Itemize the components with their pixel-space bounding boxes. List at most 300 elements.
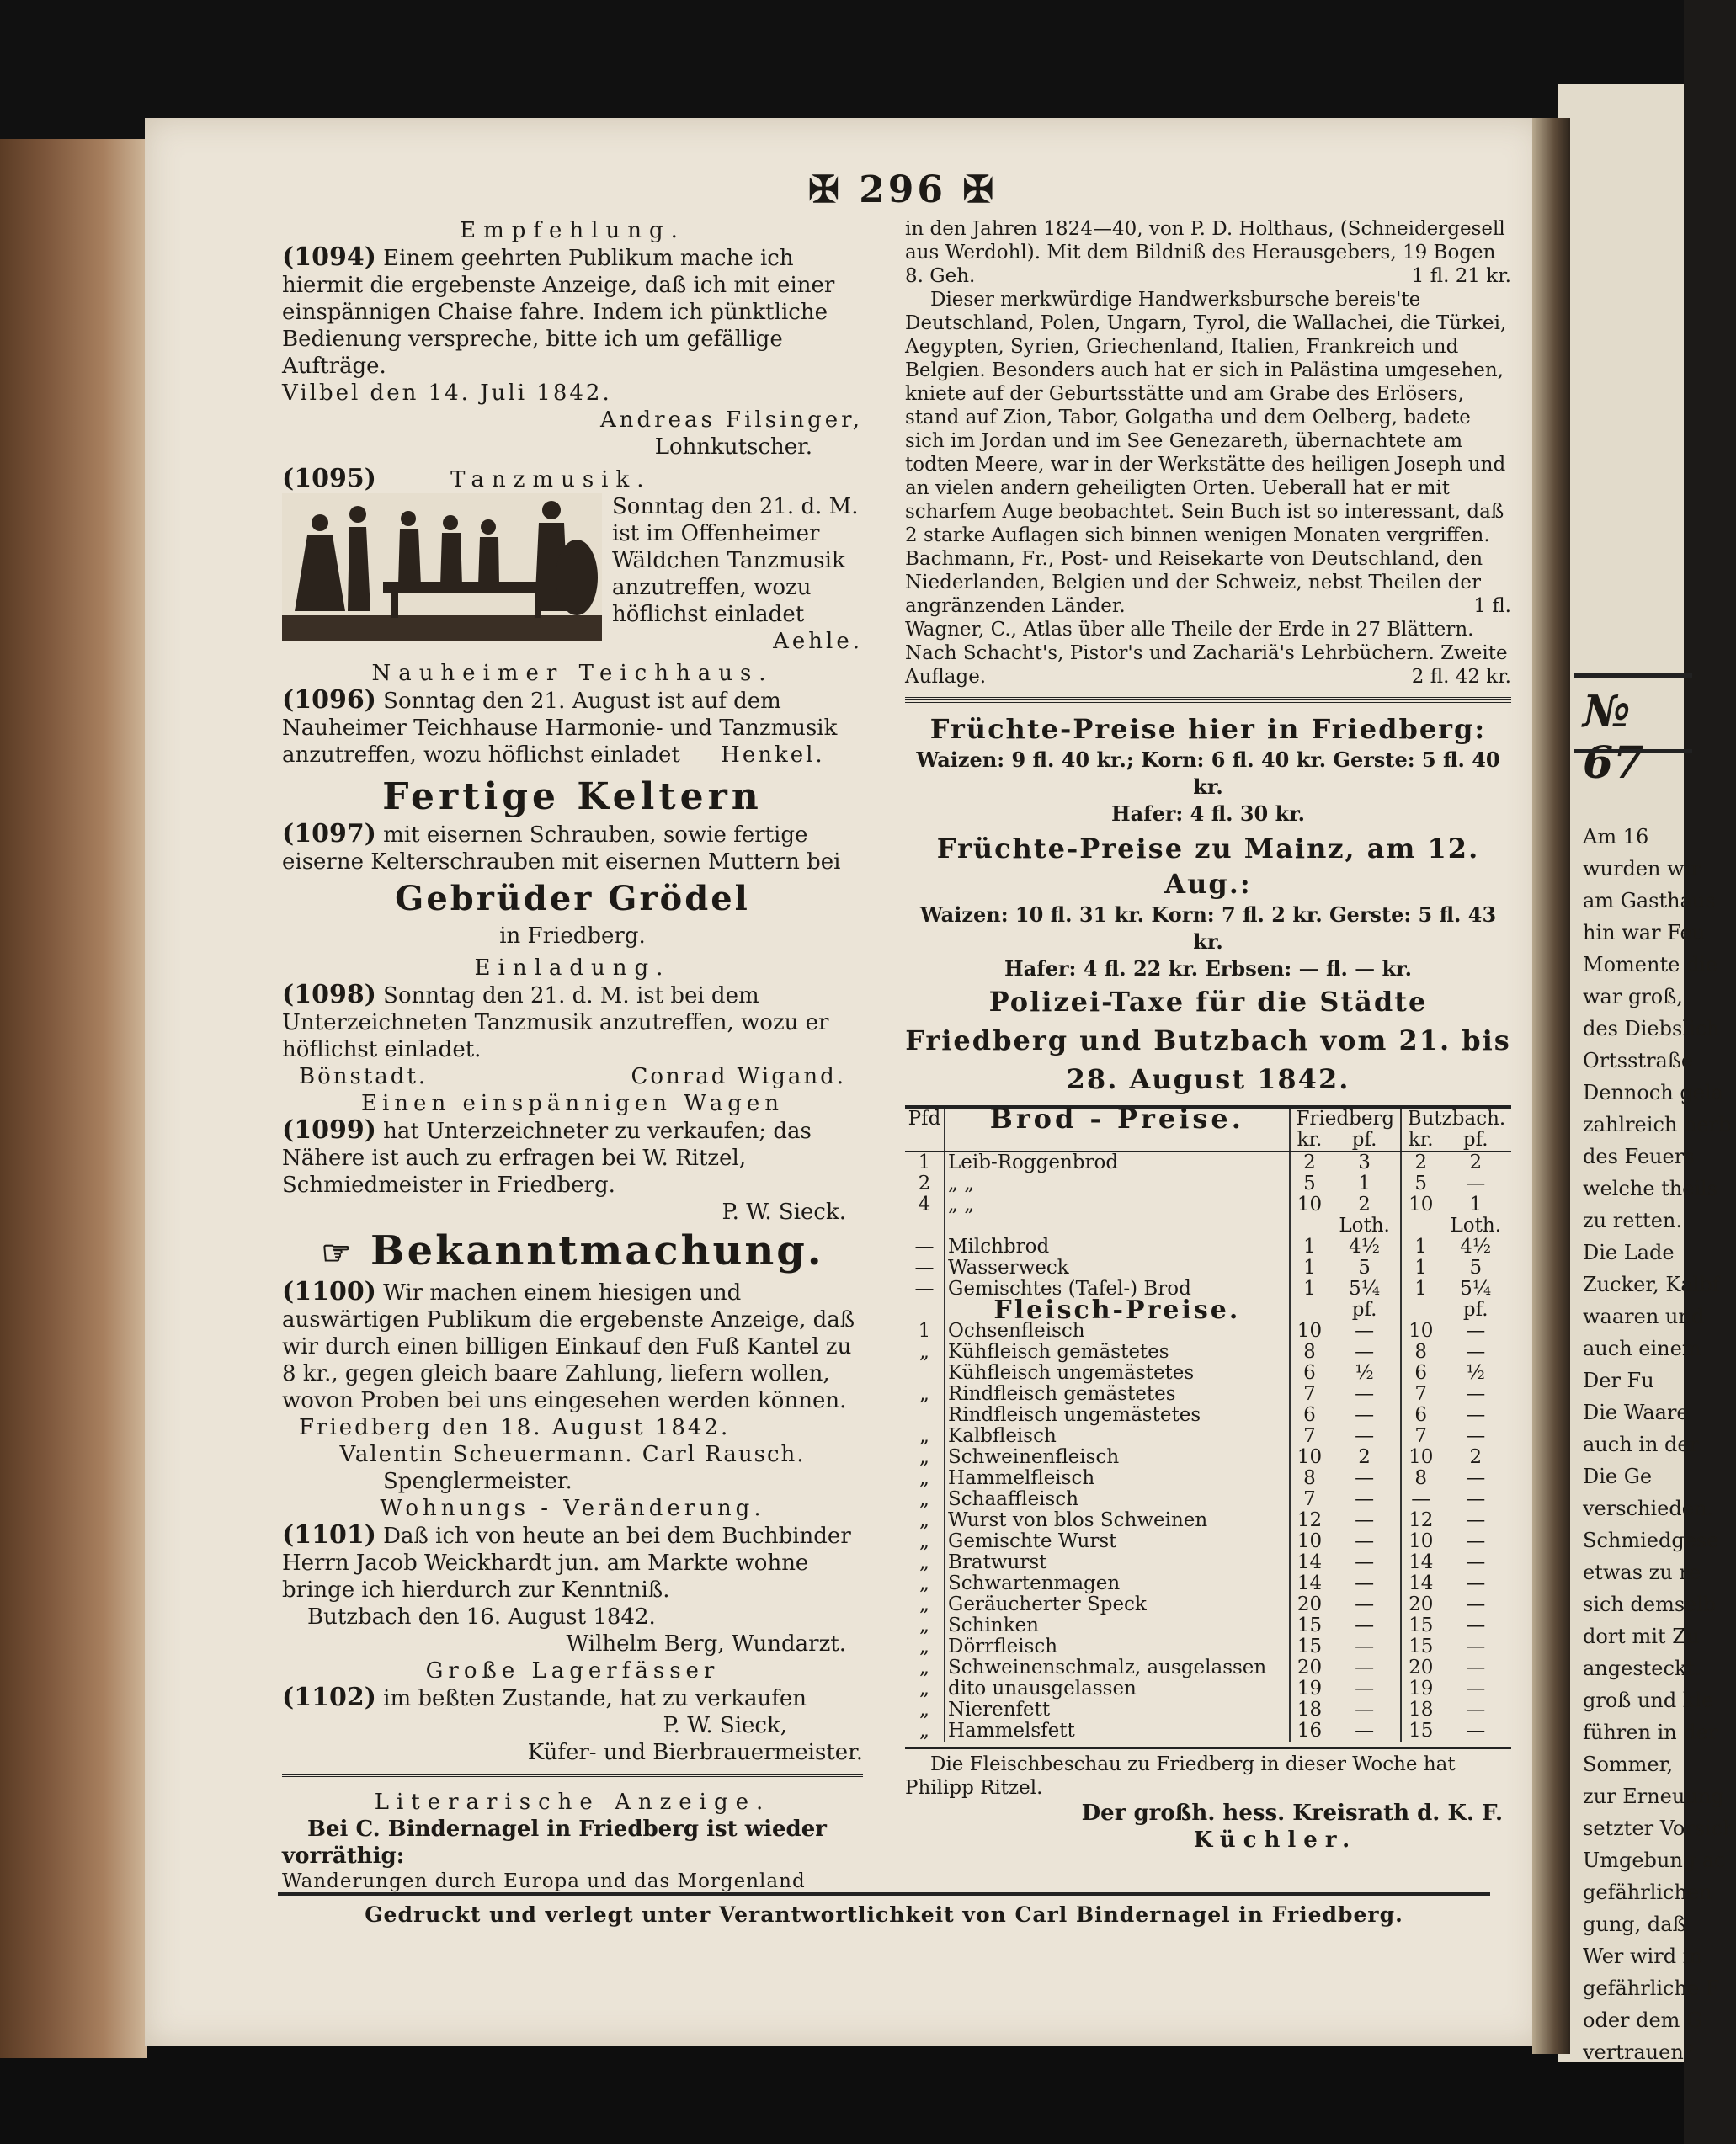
table-row: [905, 1657, 1511, 1678]
next-page-line: des Diebslich: [1583, 1017, 1720, 1040]
cell-butzbach-pf: —: [1466, 1572, 1486, 1594]
next-page-line: am Gasthaus: [1583, 889, 1716, 912]
fruits-mainz-line2: Hafer: 4 fl. 22 kr. Erbsen: — fl. — kr.: [1004, 956, 1412, 981]
table-row: [905, 1510, 1511, 1531]
cell-pfd: „: [919, 1593, 929, 1615]
book-review: Dieser merkwürdige Handwerksbursche bereis'te Deutschland, Polen, Ungarn, Tyrol, die Wallachei, die Türkei, Aegypten, Syrien, Griechenland, Italien, Frankreich und Belgien. Besonders auch hat er sich in Palästina umgesehen, kniete auf der Geburtsstätte und am Grabe des Erlösers, stand auf Zion, Tabor, Golgatha und dem Oelberg, badete sich im Jordan und im See Genezareth, übernachtete am todten Meere, war in der Werkstätte des heiligen Joseph und an vielen andern geheiligten Orten. Ueberall hat er mit scharfem Auge beobachtet. Sein Buch ist so interessant, daß 2 starke Auflagen sich binnen wenigen Monaten vergriffen.: [905, 289, 1507, 546]
cell-name: Gemischtes (Tafel-) Brod: [945, 1279, 1290, 1300]
cell-pfd: 1: [918, 1152, 931, 1173]
next-page-line: zu retten.: [1583, 1209, 1682, 1232]
cell-name: Hammelfleisch: [945, 1468, 1290, 1489]
inspection-note: Die Fleischbeschau zu Friedberg in dieser Woche hat Philipp Ritzel.: [905, 1753, 1456, 1799]
cell-butzbach-kr: 10: [1401, 1531, 1440, 1552]
cell-pfd: „: [919, 1509, 929, 1531]
cell-pfd: [905, 1216, 945, 1237]
cell-butzbach-pf: 5: [1469, 1257, 1483, 1279]
cell-pfd: „: [919, 1383, 929, 1405]
cell-butzbach-pf: 4½: [1460, 1236, 1492, 1258]
ad-1096-body: (1096) Sonntag den 21. August ist auf dem Nauheimer Teichhause Harmonie- und Tanzmusik anzutreffen, wozu höflichst einladet Henkel.: [282, 685, 838, 768]
cell-name: Wasserweck: [945, 1258, 1290, 1279]
cell-pfd: „: [919, 1488, 929, 1510]
cell-name: Gemischte Wurst: [945, 1531, 1290, 1552]
cell-butzbach-pf: —: [1466, 1341, 1486, 1363]
cell-name: Kühfleisch ungemästetes: [945, 1363, 1290, 1384]
cell-butzbach-pf: —: [1466, 1720, 1486, 1742]
table-row: [905, 1300, 1511, 1321]
book-continuation: in den Jahren 1824—40, von P. D. Holthaus, (Schneidergesell aus Werdohl). Mit dem Bildniß des Herausgebers, 19 Bogen 8. Geh. 1 fl. 21 kr.: [905, 218, 1511, 287]
ad-1097-firm: Gebrüder Grödel: [395, 879, 750, 918]
cell-butzbach-kr: 8: [1401, 1342, 1440, 1363]
next-page-line: Zucker, Kalbf: [1583, 1273, 1720, 1296]
ad-1098-title: Einladung.: [474, 955, 671, 981]
cell-butzbach-kr: 10: [1401, 1321, 1440, 1342]
cell-butzbach-pf: 2: [1469, 1152, 1483, 1173]
cell-friedberg-pf: —: [1355, 1657, 1375, 1678]
ad-1094-place: Vilbel den 14. Juli 1842.: [282, 380, 612, 406]
fruits-mainz-line1: Waizen: 10 fl. 31 kr. Korn: 7 fl. 2 kr. Gerste: 5 fl. 43 kr.: [919, 902, 1497, 954]
table-row: [905, 1573, 1511, 1594]
cell-butzbach-kr: [1401, 1216, 1440, 1237]
cell-butzbach-pf: —: [1466, 1678, 1486, 1700]
next-page-line: zur Erneuung: [1583, 1785, 1724, 1808]
imprint-footer: Gedruckt und verlegt unter Verantwortlichkeit von Carl Bindernagel in Friedberg.: [278, 1892, 1490, 1927]
next-page-line: Die Lade: [1583, 1241, 1675, 1264]
table-row: [905, 1636, 1511, 1657]
meat-pf-butzbach: pf.: [1462, 1299, 1488, 1321]
table-row: [905, 1531, 1511, 1552]
cell-friedberg-pf: —: [1355, 1615, 1375, 1636]
literary-title: Literarische Anzeige.: [374, 1790, 771, 1815]
cell-name: dito unausgelassen: [945, 1678, 1290, 1700]
table-row: [905, 1552, 1511, 1573]
cell-friedberg-kr: 8: [1290, 1342, 1329, 1363]
wagner-entry: Wagner, C., Atlas über alle Theile der Erde in 27 Blättern. Nach Schacht's, Pistor's und Zachariä's Lehrbüchern. Zweite Auflage. 2 fl. 42 kr.: [905, 619, 1511, 688]
ad-1098-body: (1098) Sonntag den 21. d. M. ist bei dem Unterzeichneten Tanzmusik anzutreffen, wozu er höflichst einladet.: [282, 980, 829, 1062]
cell-butzbach-pf: —: [1466, 1425, 1486, 1447]
ad-1095-text: Sonntag den 21. d. M. ist im Offenheimer Wäldchen Tanzmusik anzutreffen, wozu höflichst einladet: [612, 494, 859, 627]
divider: [282, 1774, 863, 1780]
ornament-icon: ✠: [946, 168, 998, 211]
ad-1101-sig: Wilhelm Berg, Wundarzt.: [566, 1631, 846, 1657]
table-row: [905, 1678, 1511, 1700]
cell-friedberg-kr: 5: [1290, 1173, 1329, 1194]
next-page-line: gefährliche F: [1583, 1976, 1720, 2000]
table-row: [905, 1173, 1511, 1194]
cell-friedberg-kr: 1: [1290, 1237, 1329, 1258]
cell-friedberg-kr: 15: [1290, 1636, 1329, 1657]
cell-butzbach-pf: —: [1466, 1173, 1486, 1194]
cell-friedberg-pf: —: [1355, 1467, 1375, 1489]
cell-butzbach-kr: 12: [1401, 1510, 1440, 1531]
cell-butzbach-kr: 7: [1401, 1384, 1440, 1405]
next-page-line: Momente die: [1583, 953, 1718, 976]
bachmann-entry: Bachmann, Fr., Post- und Reisekarte von Deutschland, den Niederlanden, Belgien und der Schweiz, nebst Theilen der angränzenden Länder. 1 fl.: [905, 548, 1511, 617]
table-row: [905, 1615, 1511, 1636]
cell-butzbach-pf: —: [1466, 1383, 1486, 1405]
cell-friedberg-kr: 7: [1290, 1426, 1329, 1447]
cell-friedberg-kr: 14: [1290, 1552, 1329, 1573]
cell-pfd: „: [919, 1678, 929, 1700]
meat-rows: [905, 1321, 1511, 1742]
next-page-line: des Feuers: [1583, 1145, 1695, 1168]
cell-friedberg-kr: 6: [1290, 1363, 1329, 1384]
fruits-friedberg-line1: Waizen: 9 fl. 40 kr.; Korn: 6 fl. 40 kr. Gerste: 5 fl. 40 kr.: [916, 747, 1500, 799]
next-page-line: Die Ge: [1583, 1465, 1653, 1488]
next-page-line: Schmiedgese: [1583, 1529, 1719, 1552]
col-friedberg-pf: pf.: [1329, 1130, 1401, 1152]
table-row: [905, 1342, 1511, 1363]
cell-friedberg-pf: 5: [1358, 1257, 1371, 1279]
table-header-row: [905, 1109, 1511, 1130]
cell-name: Schwartenmagen: [945, 1573, 1290, 1594]
next-page-line: angesteckt.: [1583, 1657, 1701, 1680]
book-edge-left: [0, 139, 147, 2058]
cell-butzbach-kr: 10: [1401, 1194, 1440, 1216]
cell-friedberg-kr: 14: [1290, 1573, 1329, 1594]
next-page-line: führen in der: [1583, 1721, 1718, 1744]
ad-1095-head: (1095) Tanzmusik.: [282, 464, 652, 493]
cell-pfd: „: [919, 1341, 929, 1363]
ad-1100-sig1: Valentin Scheuermann. Carl Rausch.: [339, 1442, 806, 1467]
cell-name: Schaaffleisch: [945, 1489, 1290, 1510]
cell-friedberg-pf: ½: [1355, 1362, 1374, 1384]
next-page-line: auch in der: [1583, 1433, 1700, 1456]
cell-friedberg-pf: —: [1355, 1636, 1375, 1657]
cell-friedberg-kr: 1: [1290, 1279, 1329, 1300]
cell-friedberg-pf: 5¼: [1349, 1278, 1381, 1300]
official-name: Küchler.: [1193, 1827, 1358, 1853]
cell-pfd: „: [919, 1530, 929, 1552]
cell-friedberg-pf: 3: [1358, 1152, 1371, 1173]
cell-friedberg-kr: 7: [1290, 1384, 1329, 1405]
cell-friedberg-pf: —: [1355, 1530, 1375, 1552]
fruits-mainz-title: Früchte-Preise zu Mainz, am 12. Aug.:: [936, 833, 1480, 900]
cell-name: Rindfleisch ungemästetes: [945, 1405, 1290, 1426]
table-row: [905, 1721, 1511, 1742]
cell-pfd: [905, 1405, 945, 1426]
scan-bottom-background: [0, 2037, 1684, 2144]
cell-pfd: „: [919, 1572, 929, 1594]
ad-1100-body: (1100) Wir machen einem hiesigen und auswärtigen Publikum die ergebenste Anzeige, daß wir durch einen billigen Einkauf den Fuß Kantel zu 8 kr., gegen gleich baare Zahlung, liefern wollen, wovon Proben bei uns eingesehen werden können.: [282, 1277, 855, 1413]
next-page-rule: [1574, 673, 1692, 678]
table-row: [905, 1363, 1511, 1384]
next-page-line: war groß,: [1583, 985, 1683, 1008]
cell-butzbach-pf: —: [1466, 1615, 1486, 1636]
price-table-wrap: [905, 1105, 1511, 1742]
cell-pfd: —: [914, 1278, 935, 1300]
meat-pf-friedberg: pf.: [1351, 1299, 1377, 1321]
ad-1094-body: (1094) Einem geehrten Publikum mache ich hiermit die ergebenste Anzeige, daß ich mit einer einspännigen Chaise fahre. Indem ich pünktliche Bedienung verspreche, bitte ich um gefällige Aufträge.: [282, 242, 835, 379]
fruits-friedberg-line2: Hafer: 4 fl. 30 kr.: [1110, 801, 1306, 826]
fruits-friedberg-title: Früchte-Preise hier in Friedberg:: [929, 713, 1487, 745]
cell-butzbach-kr: 1: [1401, 1237, 1440, 1258]
cell-pfd: 4: [918, 1194, 931, 1216]
meat-title: Fleisch-Preise.: [945, 1300, 1290, 1321]
cell-pfd: „: [919, 1425, 929, 1447]
cell-name: Schweinenfleisch: [945, 1447, 1290, 1468]
next-page-line: Die Waare: [1583, 1401, 1689, 1424]
next-page-line: hin war Feu: [1583, 921, 1706, 944]
cell-pfd: —: [914, 1236, 935, 1258]
table-row: [905, 1594, 1511, 1615]
cell-friedberg-pf: —: [1355, 1699, 1375, 1721]
cell-butzbach-pf: 5¼: [1460, 1278, 1492, 1300]
cell-friedberg-kr: 7: [1290, 1489, 1329, 1510]
next-page-line: Dennoch gela: [1583, 1081, 1723, 1104]
next-page-line: Der Fu: [1583, 1369, 1654, 1392]
dance-woodcut-image: [282, 493, 602, 641]
cell-friedberg-kr: 10: [1290, 1447, 1329, 1468]
cell-name: Schinken: [945, 1615, 1290, 1636]
cell-butzbach-kr: 20: [1401, 1594, 1440, 1615]
ad-1095-sig: Aehle.: [773, 629, 863, 654]
cell-friedberg-kr: 20: [1290, 1594, 1329, 1615]
ad-1100-title: ☞ Bekanntmachung.: [321, 1227, 824, 1274]
cell-name: Rindfleisch gemästetes: [945, 1384, 1290, 1405]
ad-1095-body: [282, 493, 863, 655]
cell-friedberg-pf: —: [1355, 1488, 1375, 1510]
cell-pfd: „: [919, 1636, 929, 1657]
price-table: [905, 1103, 1511, 1742]
ornament-icon: ✠: [808, 168, 860, 211]
cell-pfd: „: [919, 1467, 929, 1489]
police-title: Polizei-Taxe für die Städte Friedberg und Butzbach vom 21. bis 28. August 1842.: [905, 986, 1511, 1095]
cell-butzbach-kr: 20: [1401, 1657, 1440, 1678]
col-brod: Brod - Preise.: [945, 1109, 1290, 1152]
cell-name: Geräucherter Speck: [945, 1594, 1290, 1615]
table-row: [905, 1384, 1511, 1405]
ad-1099-title: Einen einspännigen Wagen: [361, 1091, 784, 1116]
cell-pfd: —: [914, 1257, 935, 1279]
cell-friedberg-kr: 1: [1290, 1258, 1329, 1279]
ad-1102-sig1: P. W. Sieck,: [663, 1713, 787, 1738]
cell-butzbach-kr: 14: [1401, 1573, 1440, 1594]
col-pfd: Pfd: [905, 1109, 945, 1152]
table-row: [905, 1447, 1511, 1468]
ad-1100-place: Friedberg den 18. August 1842.: [299, 1415, 731, 1440]
cell-butzbach-kr: 15: [1401, 1636, 1440, 1657]
cell-butzbach-kr: 2: [1401, 1152, 1440, 1173]
cell-name: Schweinenschmalz, ausgelassen: [945, 1657, 1290, 1678]
cell-friedberg-kr: 8: [1290, 1468, 1329, 1489]
cell-friedberg-kr: 12: [1290, 1510, 1329, 1531]
cell-butzbach-kr: —: [1401, 1489, 1440, 1510]
right-column: [905, 217, 1511, 1854]
cell-butzbach-kr: 1: [1401, 1258, 1440, 1279]
ad-1097-body: (1097) mit eisernen Schrauben, sowie fertige eiserne Kelterschrauben mit eisernen Muttern bei: [282, 819, 841, 875]
next-page-header: № 67: [1583, 686, 1644, 789]
cell-friedberg-kr: 16: [1290, 1721, 1329, 1742]
cell-pfd: „: [919, 1446, 929, 1468]
cell-friedberg-pf: —: [1355, 1320, 1375, 1342]
ad-1102-body: (1102) im beßten Zustande, hat zu verkaufen: [282, 1683, 807, 1712]
next-page-line: dort mit Zu: [1583, 1625, 1700, 1648]
cell-friedberg-kr: 10: [1290, 1194, 1329, 1216]
book-gutter: [1532, 118, 1570, 2054]
literary-book: Wanderungen durch Europa und das Morgenland: [282, 1870, 806, 1892]
cell-friedberg-pf: —: [1355, 1425, 1375, 1447]
next-page-line: Sommer,: [1583, 1753, 1674, 1776]
cell-butzbach-pf: —: [1466, 1404, 1486, 1426]
left-column: [282, 217, 863, 1893]
cell-butzbach-pf: —: [1466, 1593, 1486, 1615]
cell-butzbach-pf: —: [1466, 1551, 1486, 1573]
cell-butzbach-pf: 2: [1469, 1446, 1483, 1468]
cell-pfd: „: [919, 1551, 929, 1573]
cell-name: Dörrfleisch: [945, 1636, 1290, 1657]
cell-name: [945, 1216, 1290, 1237]
cell-friedberg-pf: —: [1355, 1720, 1375, 1742]
ad-1094-sig: Andreas Filsinger,: [599, 407, 863, 433]
cell-friedberg-pf: 1: [1358, 1173, 1371, 1194]
cell-butzbach-kr: 19: [1401, 1678, 1440, 1700]
cell-butzbach-pf: —: [1466, 1467, 1486, 1489]
next-page-rule-2: [1574, 749, 1692, 753]
next-page-line: verschieden.: [1583, 1497, 1713, 1520]
ad-1101-body: (1101) Daß ich von heute an bei dem Buchbinder Herrn Jacob Weickhardt jun. am Markte wohne bringe ich hierdurch zur Kenntniß.: [282, 1520, 851, 1603]
next-page-line: wurden wir: [1583, 857, 1701, 880]
cell-friedberg-pf: —: [1355, 1593, 1375, 1615]
ad-1101-place: Butzbach den 16. August 1842.: [307, 1604, 656, 1630]
cell-name: Kühfleisch gemästetes: [945, 1342, 1290, 1363]
cell-friedberg-pf: 2: [1358, 1446, 1371, 1468]
cell-friedberg-kr: 18: [1290, 1700, 1329, 1721]
meat-header: [905, 1295, 1511, 1325]
table-row: [905, 1468, 1511, 1489]
bread-rows: [905, 1152, 1511, 1300]
next-page-line: auch einem: [1583, 1337, 1701, 1360]
cell-friedberg-kr: 19: [1290, 1678, 1329, 1700]
ad-1098-footer: Bönstadt. Conrad Wigand.: [299, 1064, 846, 1089]
cell-butzbach-pf: —: [1466, 1509, 1486, 1531]
cell-butzbach-pf: —: [1466, 1320, 1486, 1342]
next-page-line: gefährlichen: [1583, 1881, 1712, 1904]
page-number: ✠ 296 ✠: [808, 168, 998, 211]
cell-butzbach-pf: —: [1466, 1488, 1486, 1510]
table-row: [905, 1700, 1511, 1721]
ad-1101-title: Wohnungs - Veränderung.: [380, 1496, 765, 1521]
cell-butzbach-kr: 10: [1401, 1447, 1440, 1468]
next-page-line: vertrauen?: [1583, 2040, 1695, 2064]
cell-name: „ „: [945, 1194, 1290, 1216]
next-page-line: oder dem G: [1583, 2008, 1703, 2032]
cell-friedberg-kr: 10: [1290, 1321, 1329, 1342]
cell-name: Nierenfett: [945, 1700, 1290, 1721]
ad-1102-title: Große Lagerfässer: [425, 1658, 720, 1684]
cell-pfd: „: [919, 1720, 929, 1742]
divider: [905, 1747, 1511, 1749]
cell-butzbach-pf: ½: [1466, 1362, 1485, 1384]
table-row: [905, 1194, 1511, 1216]
cell-name: Kalbfleisch: [945, 1426, 1290, 1447]
ad-1097-title: Fertige Keltern: [382, 775, 763, 818]
next-page-line: waaren und: [1583, 1305, 1705, 1328]
table-row: [905, 1489, 1511, 1510]
cell-name: „ „: [945, 1173, 1290, 1194]
cell-friedberg-pf: —: [1355, 1341, 1375, 1363]
next-page-line: etwas zu re: [1583, 1561, 1701, 1584]
next-page-line: zahlreich herb: [1583, 1113, 1732, 1136]
col-butzbach-kr: kr.: [1401, 1130, 1440, 1152]
cell-name: Bratwurst: [945, 1552, 1290, 1573]
col-friedberg: Friedberg: [1290, 1109, 1401, 1130]
next-page-line: setzter Vorsich: [1583, 1817, 1736, 1840]
cell-butzbach-pf: —: [1466, 1530, 1486, 1552]
next-page-line: welche theils: [1583, 1177, 1718, 1200]
cell-butzbach-kr: 14: [1401, 1552, 1440, 1573]
cell-friedberg-kr: 2: [1290, 1152, 1329, 1173]
next-page-fragment: [1558, 84, 1736, 2064]
table-row: [905, 1152, 1511, 1173]
ad-1099-body: (1099) hat Unterzeichneter zu verkaufen; das Nähere ist auch zu erfragen bei W. Ritzel, Schmiedmeister in Friedberg.: [282, 1115, 812, 1198]
cell-name: Wurst von blos Schweinen: [945, 1510, 1290, 1531]
cell-friedberg-kr: 15: [1290, 1615, 1329, 1636]
official-title: Der großh. hess. Kreisrath d. K. F.: [1081, 1801, 1503, 1826]
cell-friedberg-pf: Loth.: [1339, 1215, 1390, 1237]
cell-name: Ochsenfleisch: [945, 1321, 1290, 1342]
table-row: [905, 1258, 1511, 1279]
cell-friedberg-kr: 6: [1290, 1405, 1329, 1426]
cell-friedberg-kr: [1290, 1216, 1329, 1237]
ad-1094-sig2: Lohnkutscher.: [654, 434, 812, 460]
cell-butzbach-kr: 15: [1401, 1721, 1440, 1742]
cell-name: Leib-Roggenbrod: [945, 1152, 1290, 1173]
cell-butzbach-pf: —: [1466, 1657, 1486, 1678]
cell-pfd: „: [919, 1657, 929, 1678]
table-row: [905, 1216, 1511, 1237]
pointing-hand-icon: ☞: [321, 1233, 354, 1273]
table-row: [905, 1405, 1511, 1426]
cell-friedberg-pf: —: [1355, 1509, 1375, 1531]
cell-friedberg-pf: —: [1355, 1678, 1375, 1700]
cell-pfd: „: [919, 1699, 929, 1721]
cell-name: Hammelsfett: [945, 1721, 1290, 1742]
cell-butzbach-pf: 1: [1469, 1194, 1483, 1216]
cell-friedberg-pf: —: [1355, 1551, 1375, 1573]
cell-butzbach-kr: 7: [1401, 1426, 1440, 1447]
table-row: [905, 1237, 1511, 1258]
next-page-line: Ortsstraße: [1583, 1049, 1694, 1072]
cell-pfd: 1: [918, 1320, 931, 1342]
cell-friedberg-kr: 10: [1290, 1531, 1329, 1552]
cell-butzbach-kr: 5: [1401, 1173, 1440, 1194]
literary-text: Bei C. Bindernagel in Friedberg ist wieder vorräthig:: [282, 1817, 827, 1869]
ad-1100-sig2: Spenglermeister.: [383, 1469, 572, 1494]
cell-friedberg-pf: 4½: [1349, 1236, 1381, 1258]
ad-1099-sig: P. W. Sieck.: [722, 1200, 846, 1225]
cell-friedberg-kr: 20: [1290, 1657, 1329, 1678]
col-butzbach-pf: pf.: [1440, 1130, 1511, 1152]
cell-butzbach-kr: 15: [1401, 1615, 1440, 1636]
cell-butzbach-pf: Loth.: [1450, 1215, 1502, 1237]
next-page-line: Wer wird in: [1583, 1944, 1702, 1968]
cell-friedberg-pf: —: [1355, 1404, 1375, 1426]
cell-butzbach-kr: 1: [1401, 1279, 1440, 1300]
next-page-line: Umgebung ac: [1583, 1849, 1726, 1872]
cell-name: Milchbrod: [945, 1237, 1290, 1258]
ad-1096-title: Nauheimer Teichhaus.: [371, 661, 774, 686]
cell-butzbach-kr: 18: [1401, 1700, 1440, 1721]
col-butzbach: Butzbach.: [1401, 1109, 1511, 1130]
cell-pfd: [905, 1363, 945, 1384]
divider: [905, 697, 1511, 703]
col-friedberg-kr: kr.: [1290, 1130, 1329, 1152]
cell-butzbach-pf: —: [1466, 1699, 1486, 1721]
next-page-line: Am 16: [1583, 825, 1649, 849]
next-page-line: sich demselb: [1583, 1593, 1717, 1616]
cell-friedberg-pf: —: [1355, 1383, 1375, 1405]
cell-friedberg-pf: 2: [1358, 1194, 1371, 1216]
